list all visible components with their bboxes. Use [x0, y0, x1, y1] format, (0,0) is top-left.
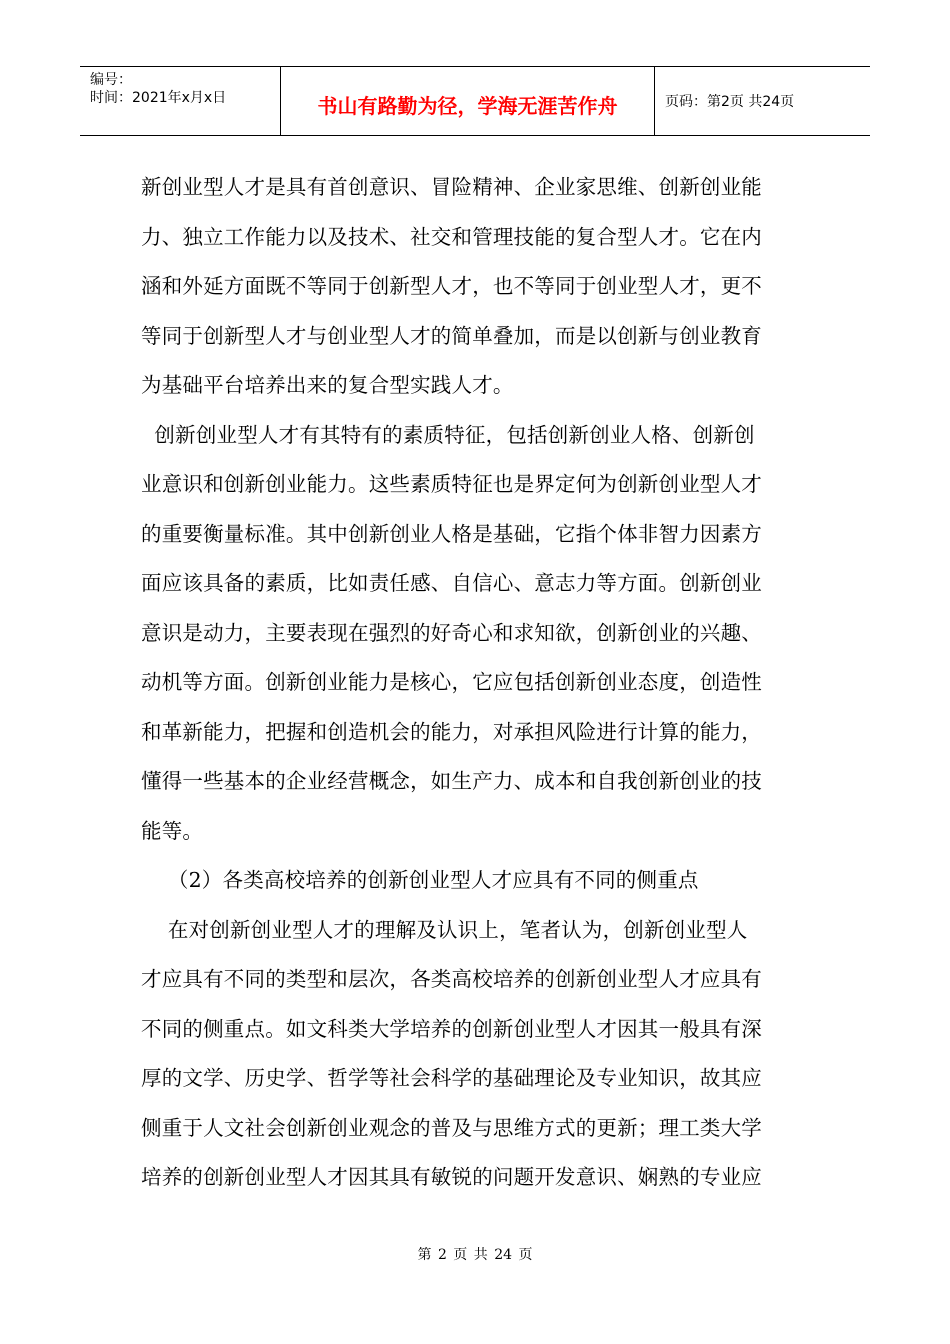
- body-line: 涵和外延方面既不等同于创新型人才，也不等同于创业型人才，更不: [141, 274, 762, 298]
- section-heading: （2）各类高校培养的创新创业型人才应具有不同的侧重点: [141, 868, 699, 892]
- page-footer: [0, 1244, 950, 1264]
- body-line: 为基础平台培养出来的复合型实践人才。: [141, 373, 514, 397]
- body-line: 业意识和创新创业能力。这些素质特征也是界定何为创新创业型人才: [141, 472, 762, 496]
- body-line: 不同的侧重点。如文科类大学培养的创新创业型人才因其一般具有深: [141, 1016, 762, 1041]
- body-line: 厚的文学、历史学、哲学等社会科学的基础理论及专业知识，故其应: [141, 1066, 762, 1090]
- body-line: 才应具有不同的类型和层次，各类高校培养的创新创业型人才应具有: [141, 967, 762, 991]
- footer-page-number: 第 2 页 共 24 页: [417, 1247, 533, 1263]
- body-line: 力、独立工作能力以及技术、社交和管理技能的复合型人才。它在内: [141, 224, 762, 249]
- document-time-label: 时间：2021年x月x日: [90, 90, 227, 106]
- body-line: 等同于创新型人才与创业型人才的简单叠加，而是以创新与创业教育: [141, 323, 762, 348]
- body-line: 培养的创新创业型人才因其具有敏锐的问题开发意识、娴熟的专业应: [141, 1165, 762, 1189]
- header-motto: 书山有路勤为径，学海无涯苦作舟: [317, 93, 618, 118]
- header-page-cell: [655, 67, 870, 135]
- body-line: 的重要衡量标准。其中创新创业人格是基础，它指个体非智力因素方: [141, 521, 762, 546]
- header-page-code: 页码：第2页 共24页: [665, 94, 795, 110]
- body-line: 新创业型人才是具有首创意识、冒险精神、企业家思维、创新创业能: [141, 175, 762, 199]
- body-line: 意识是动力，主要表现在强烈的好奇心和求知欲，创新创业的兴趣、: [141, 620, 762, 645]
- header-motto-cell: [281, 67, 655, 135]
- body-line: 动机等方面。创新创业能力是核心，它应包括创新创业态度，创造性: [141, 670, 762, 694]
- page-header-table: [80, 66, 870, 136]
- header-meta-cell: [80, 67, 281, 135]
- body-line: 侧重于人文社会创新创业观念的普及与思维方式的更新；理工类大学: [141, 1115, 762, 1140]
- body-line: 懂得一些基本的企业经营概念，如生产力、成本和自我创新创业的技: [141, 769, 762, 793]
- body-line: 和革新能力，把握和创造机会的能力，对承担风险进行计算的能力，: [141, 719, 762, 744]
- document-body: [141, 163, 821, 1203]
- body-line: 在对创新创业型人才的理解及认识上，笔者认为，创新创业型人: [141, 917, 748, 942]
- body-line: 创新创业型人才有其特有的素质特征，包括创新创业人格、创新创: [141, 422, 755, 447]
- document-number-label: 编号：: [90, 72, 132, 88]
- body-line: 能等。: [141, 818, 204, 843]
- body-line: 面应该具备的素质，比如责任感、自信心、意志力等方面。创新创业: [141, 571, 762, 595]
